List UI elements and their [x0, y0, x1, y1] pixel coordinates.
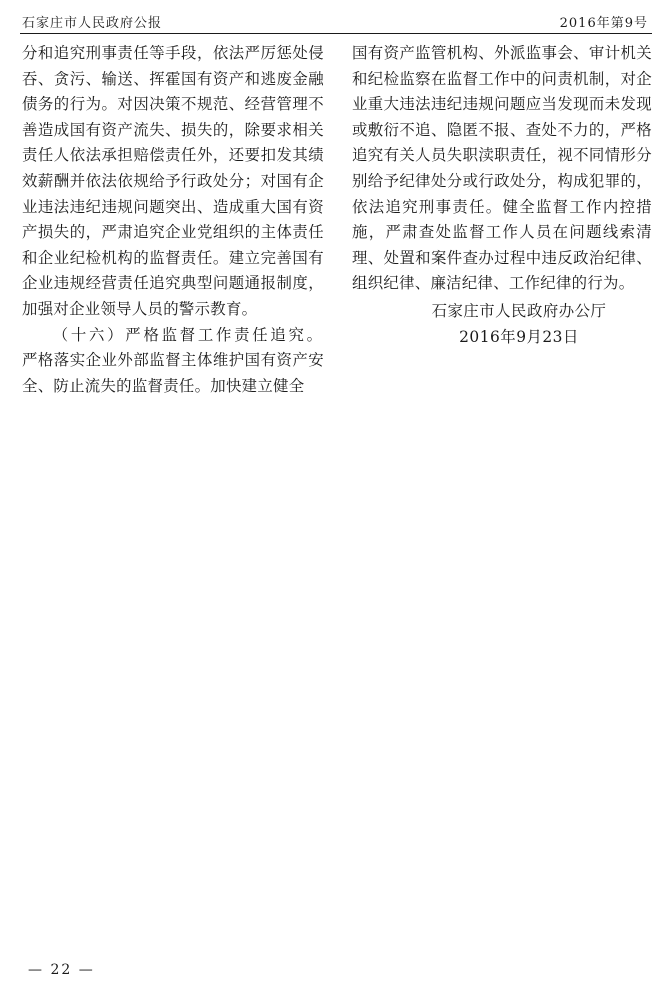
body-paragraph: 分和追究刑事责任等手段，依法严厉惩处侵吞、贪污、输送、挥霍国有资产和逃废金融债务的行为。对因决策不规范、经营管理不善造成国有资产流失、损失的，除要求相关责任人依法承担赔偿责任外，还要扣发其绩效薪酬并依法依规给予行政处分；对国有企业违法违纪违规问题突出、造成重大国有资产损失的，严肃追究企业党组织的主体责任和企业纪检机构的监督责任。建立完善国有企业违规经营责任追究典型问题通报制度，加强对企业领导人员的警示教育。	[22, 44, 324, 318]
publication-title: 石家庄市人民政府公报	[22, 16, 163, 31]
body-paragraph: 国有资产监管机构、外派监事会、审计机关和纪检监察在监督工作中的问责机制，对企业重大违法违纪违规问题应当发现而未发现或敷衍不追、隐匿不报、查处不力的，严格追究有关人员失职渎职责任，视不同情形分别给予纪律处分或行政处分，构成犯罪的，依法追究刑事责任。健全监督工作内控措施，严肃查处监督工作人员在问题线索清理、处置和案件查办过程中违反政治纪律、组织纪律、廉洁纪律、工作纪律的行为。	[352, 44, 652, 293]
header-divider	[20, 33, 652, 34]
right-column	[352, 41, 652, 350]
issuing-office: 石家庄市人民政府办公厅	[431, 301, 607, 320]
left-column	[22, 41, 324, 399]
section-paragraph	[22, 323, 324, 400]
signature-block	[352, 299, 652, 350]
issue-number: 2016年第9号	[559, 16, 648, 31]
section-heading: （十六）严格监督工作责任追究。	[52, 325, 324, 344]
section-body: 严格落实企业外部监督主体维护国有资产安全、防止流失的监督责任。加快建立健全	[22, 351, 324, 395]
issue-date: 2016年9月23日	[459, 327, 579, 346]
page-number: — 22 —	[28, 962, 95, 978]
